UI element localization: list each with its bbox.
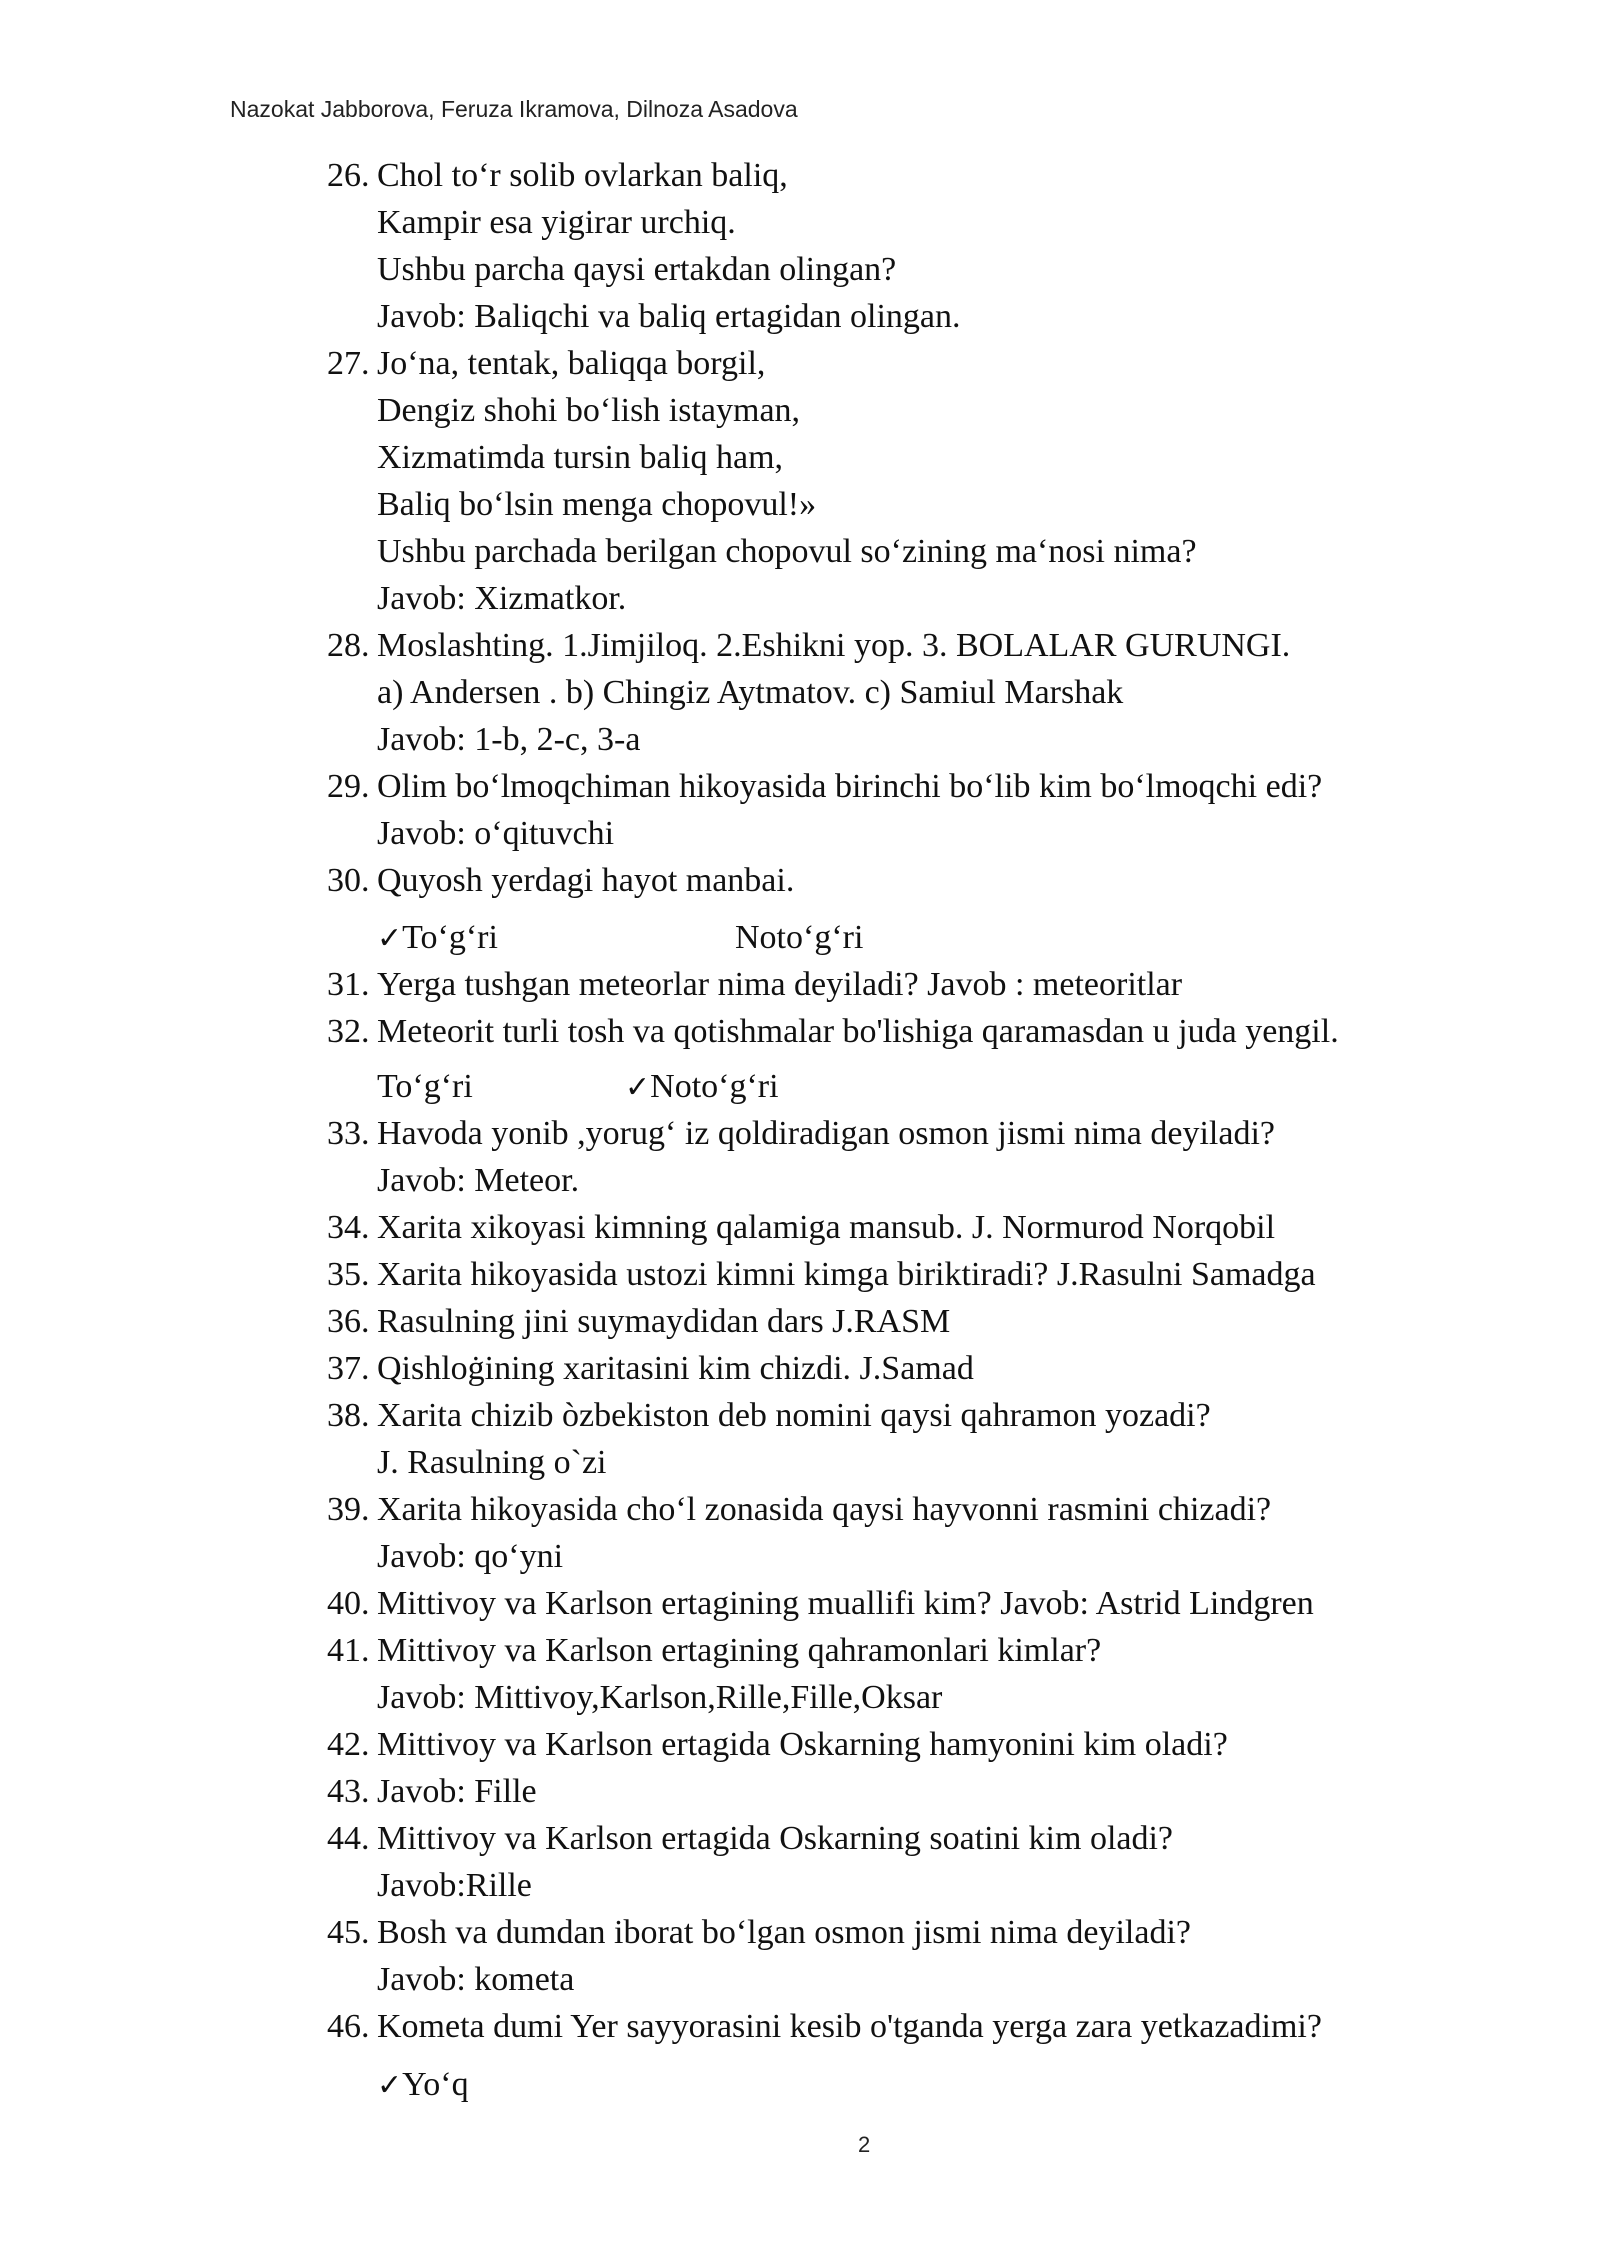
document-header: Nazokat Jabborova, Feruza Ikramova, Dilnoza Asadova <box>230 96 798 122</box>
question-text: Olim bo‘lmoqchiman hikoyasida birinchi bo‘lib kim bo‘lmoqchi edi? <box>377 768 1323 805</box>
question-number: 41. <box>327 1632 370 1669</box>
question-number: 44. <box>327 1820 370 1857</box>
question-text: Kometa dumi Yer sayyorasini kesib o'tganda yerga zara yetkazadimi? <box>377 2008 1322 2045</box>
line-text: Baliq bo‘lsin menga chopovul!» <box>377 486 817 523</box>
question-text: Mittivoy va Karlson ertagining muallifi kim? Javob: Astrid Lindgren <box>377 1585 1314 1622</box>
question-number: 45. <box>327 1914 370 1951</box>
question-text: Meteorit turli tosh va qotishmalar bo'lishiga qaramasdan u juda yengil. <box>377 1013 1339 1050</box>
question-number: 40. <box>327 1585 370 1622</box>
line-text: Kampir esa yigirar urchiq. <box>377 204 736 241</box>
question-number: 42. <box>327 1726 370 1763</box>
question-number: 27. <box>327 345 370 382</box>
line-text: Javob: o‘qituvchi <box>377 815 615 852</box>
check-mark-icon: ✓ <box>625 1070 651 1105</box>
q46-answer <box>377 2065 469 2106</box>
question-number: 28. <box>327 627 370 664</box>
question-number: 35. <box>327 1256 370 1293</box>
line-text: Javob: Mittivoy,Karlson,Rille,Fille,Oksar <box>377 1679 943 1716</box>
check-mark-icon: ✓ <box>377 2068 403 2103</box>
line-text: J. Rasulning o`zi <box>377 1444 607 1481</box>
line-text: Ushbu parcha qaysi ertakdan olingan? <box>377 251 897 288</box>
question-number: 29. <box>327 768 370 805</box>
option-label: Noto‘g‘ri <box>650 1068 779 1105</box>
question-number: 26. <box>327 157 370 194</box>
question-number: 31. <box>327 966 370 1003</box>
q32-option-true: To‘g‘ri <box>377 1068 473 1105</box>
option-label: To‘g‘ri <box>402 919 498 956</box>
line-text: Javob: Baliqchi va baliq ertagidan olingan. <box>377 298 961 335</box>
question-text: Xarita xikoyasi kimning qalamiga mansub. J. Normurod Norqobil <box>377 1209 1276 1246</box>
question-number: 38. <box>327 1397 370 1434</box>
question-text: Mittivoy va Karlson ertagida Oskarning hamyonini kim oladi? <box>377 1726 1228 1763</box>
question-number: 32. <box>327 1013 370 1050</box>
question-number: 37. <box>327 1350 370 1387</box>
line-text: Javob: Xizmatkor. <box>377 580 627 617</box>
question-text: Qishloġining xaritasini kim chizdi. J.Samad <box>377 1350 974 1387</box>
q30-option-false: Noto‘g‘ri <box>735 919 864 956</box>
question-text: Rasulning jini suymaydidan dars J.RASM <box>377 1303 951 1340</box>
question-text: Yerga tushgan meteorlar nima deyiladi? Javob : meteoritlar <box>377 966 1183 1003</box>
q30-option-true <box>377 918 498 959</box>
question-number: 43. <box>327 1773 370 1810</box>
question-text: Mittivoy va Karlson ertagida Oskarning soatini kim oladi? <box>377 1820 1174 1857</box>
question-text: Xarita hikoyasida ustozi kimni kimga biriktiradi? J.Rasulni Samadga <box>377 1256 1316 1293</box>
question-text: Xarita hikoyasida cho‘l zonasida qaysi hayvonni rasmini chizadi? <box>377 1491 1272 1528</box>
line-text: a) Andersen . b) Chingiz Aytmatov. c) Samiul Marshak <box>377 674 1124 711</box>
question-text: Chol to‘r solib ovlarkan baliq, <box>377 157 788 194</box>
question-text: Mittivoy va Karlson ertagining qahramonlari kimlar? <box>377 1632 1102 1669</box>
line-text: Javob: kometa <box>377 1961 575 1998</box>
question-text: Moslashting. 1.Jimjiloq. 2.Eshikni yop. 3. BOLALAR GURUNGI. <box>377 627 1291 664</box>
question-number: 34. <box>327 1209 370 1246</box>
question-text: Quyosh yerdagi hayot manbai. <box>377 862 795 899</box>
question-number: 39. <box>327 1491 370 1528</box>
q32-option-false <box>625 1067 779 1108</box>
question-text: Havoda yonib ,yorug‘ iz qoldiradigan osmon jismi nima deyiladi? <box>377 1115 1275 1152</box>
line-text: Ushbu parchada berilgan chopovul so‘zining ma‘nosi nima? <box>377 533 1197 570</box>
question-number: 33. <box>327 1115 370 1152</box>
question-number: 36. <box>327 1303 370 1340</box>
answer-label: Yo‘q <box>402 2066 469 2103</box>
line-text: Javob: Meteor. <box>377 1162 580 1199</box>
question-number: 30. <box>327 862 370 899</box>
line-text: Javob:Rille <box>377 1867 532 1904</box>
question-text: Jo‘na, tentak, baliqqa borgil, <box>377 345 766 382</box>
page-number: 2 <box>858 2132 871 2157</box>
line-text: Dengiz shohi bo‘lish istayman, <box>377 392 801 429</box>
question-text: Bosh va dumdan iborat bo‘lgan osmon jismi nima deyiladi? <box>377 1914 1191 1951</box>
line-text: Javob: 1-b, 2-c, 3-a <box>377 721 641 758</box>
line-text: Xizmatimda tursin baliq ham, <box>377 439 784 476</box>
line-text: Javob: qo‘yni <box>377 1538 564 1575</box>
check-mark-icon: ✓ <box>377 921 403 956</box>
question-text: Javob: Fille <box>377 1773 537 1810</box>
question-number: 46. <box>327 2008 370 2045</box>
question-text: Xarita chizib òzbekiston deb nomini qaysi qahramon yozadi? <box>377 1397 1211 1434</box>
